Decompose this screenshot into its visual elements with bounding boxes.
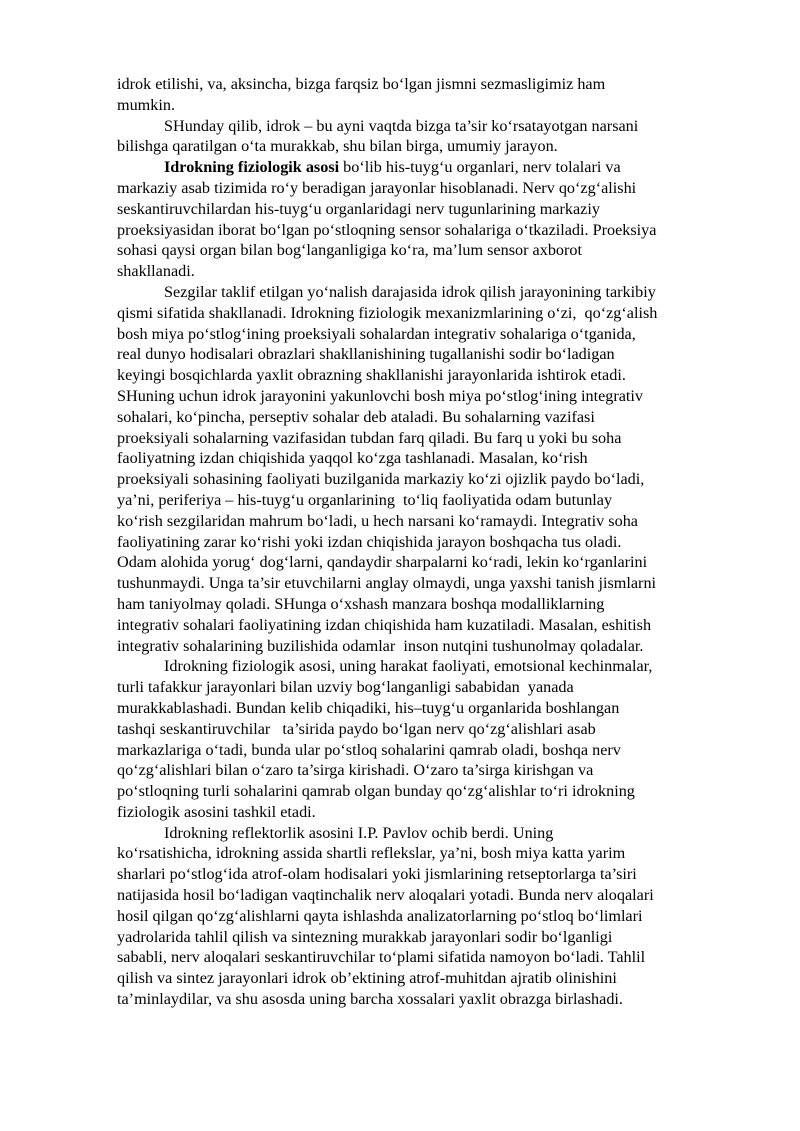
- text-line: markazlariga o‘tadi, bunda ular po‘stloq sohalarini qamrab oladi, boshqa nerv: [117, 740, 621, 759]
- text-line: Idrokning fiziologik asosi, uning harakat faoliyati, emotsional kechinmalar,: [164, 657, 653, 676]
- text-line: ko‘rish sezgilaridan mahrum bo‘ladi, u hech narsani ko‘ramaydi. Integrativ soha: [117, 511, 638, 530]
- text-line: integrativ sohalarining buzilishida odamlar inson nutqini tushunolmay qoladalar.: [117, 636, 644, 655]
- text-line: tashqi seskantiruvchilar ta’sirida paydo bo‘lgan nerv qo‘zg‘alishlari asab: [117, 719, 596, 738]
- text-line: sharlari po‘stlog‘ida atrof-olam hodisalari yoki jismlarining retseptorlarga ta’siri: [117, 865, 637, 884]
- text-line: proeksiyali sohalarning vazifasidan tubdan farq qiladi. Bu farq u yoki bu soha: [117, 428, 622, 447]
- text-line: seskantiruvchilardan his-tuyg‘u organlaridagi nerv tugunlarining markaziy: [117, 199, 600, 218]
- text-line: proeksiyali sohasining faoliyati buzilganida markaziy ko‘zi ojizlik paydo bo‘ladi,: [117, 470, 645, 489]
- text-fragment: bo‘lib his-tuyg‘u organlari, nerv tolalari va: [339, 158, 621, 177]
- text-line: ta’minlaydilar, va shu asosda uning barcha xossalari yaxlit obrazga birlashadi.: [117, 990, 623, 1009]
- text-line: hosil qilgan qo‘zg‘alishlarni qayta ishlashda analizatorlarning po‘stloq bo‘limlari: [117, 906, 643, 925]
- paragraph-continuation: [117, 74, 760, 116]
- text-line: ko‘rsatishicha, idrokning assida shartli reflekslar, ya’ni, bosh miya katta yarim: [117, 844, 626, 863]
- text-line: qo‘zg‘alishlari bilan o‘zaro ta’sirga kirishadi. O‘zaro ta’sirga kirishgan va: [117, 761, 594, 780]
- text-line: sababli, nerv aloqalari seskantiruvchilar to‘plami sifatida namoyon bo‘ladi. Tahlil: [117, 948, 646, 967]
- paragraph-reflex-basis: [117, 823, 760, 1010]
- text-line: ya’ni, periferiya – his-tuyg‘u organlarining to‘liq faoliyatida odam butunlay: [117, 490, 613, 509]
- text-line: bosh miya po‘stlog‘ining proeksiyali sohalardan integrativ sohalariga o‘tganida,: [117, 324, 636, 343]
- text-line: SHunday qilib, idrok – bu ayni vaqtda bizga ta’sir ko‘rsatayotgan narsani: [164, 116, 639, 135]
- text-line: integrativ sohalari faoliyatining izdan chiqishida ham kuzatiladi. Masalan, eshitish: [117, 615, 652, 634]
- paragraph-definition: [117, 116, 760, 158]
- text-line: sohasi qaysi organ bilan bog‘langanligiga ko‘ra, ma’lum sensor axborot: [117, 241, 582, 260]
- text-line: Sezgilar taklif etilgan yo‘nalish darajasida idrok qilish jarayonining tarkibiy: [164, 282, 656, 301]
- text-line: fiziologik asosini tashkil etadi.: [117, 802, 316, 821]
- text-line: po‘stloqning turli sohalarini qamrab olgan bunday qo‘zg‘alishlar to‘ri idrokning: [117, 782, 635, 801]
- text-line: murakkablashadi. Bundan kelib chiqadiki, his–tuyg‘u organlarida boshlangan: [117, 698, 620, 717]
- paragraph-physiological-basis: [117, 157, 760, 282]
- text-line: turli tafakkur jarayonlari bilan uzviy bog‘langanligi sababidan yanada: [117, 678, 574, 697]
- text-line: markaziy asab tizimida ro‘y beradigan jarayonlar hisoblanadi. Nerv qo‘zg‘alishi: [117, 178, 637, 197]
- text-line: bilishga qaratilgan o‘ta murakkab, shu bilan birga, umumiy jarayon.: [117, 137, 558, 156]
- text-line: natijasida hosil bo‘ladigan vaqtinchalik nerv aloqalari yotadi. Bunda nerv aloqalari: [117, 886, 654, 905]
- text-line: Idrokning reflektorlik asosini I.P. Pavlov ochib berdi. Uning: [164, 823, 554, 842]
- text-line: [117, 157, 760, 178]
- text-line: tushunmaydi. Unga ta’sir etuvchilarni anglay olmaydi, unga yaxshi tanish jismlarni: [117, 574, 657, 593]
- text-line: faoliyatining zarar ko‘rishi yoki izdan chiqishida jarayon boshqacha tus oladi.: [117, 532, 622, 551]
- text-line: sohalari, ko‘pincha, perseptiv sohalar deb ataladi. Bu sohalarning vazifasi: [117, 407, 595, 426]
- text-line: faoliyatning izdan chiqishida yaqqol ko‘zga tashlanadi. Masalan, ko‘rish: [117, 449, 588, 468]
- text-line: Odam alohida yorug‘ dog‘larni, qandaydir sharpalarni ko‘radi, lekin ko‘rganlarini: [117, 553, 648, 572]
- text-line: yadrolarida tahlil qilish va sintezning murakkab jarayonlari sodir bo‘lganligi: [117, 927, 613, 946]
- paragraph-motor-emotional: [117, 656, 760, 822]
- bold-term: Idrokning fiziologik asosi: [164, 158, 340, 177]
- text-line: proeksiyasidan iborat bo‘lgan po‘stloqning sensor sohalariga o‘tkaziladi. Proeksiya: [117, 220, 657, 239]
- text-line: SHuning uchun idrok jarayonini yakunlovchi bosh miya po‘stlog‘ining integrativ: [117, 386, 644, 405]
- text-line: shakllanadi.: [117, 262, 195, 281]
- text-line: keyingi bosqichlarda yaxlit obrazning shakllanishi jarayonlarida ishtirok etadi.: [117, 366, 626, 385]
- text-line: qilish va sintez jarayonlari idrok ob’ektining atrof-muhitdan ajratib olinishini: [117, 969, 617, 988]
- text-line: idrok etilishi, va, aksincha, bizga farqsiz bo‘lgan jismni sezmasligimiz ham: [117, 75, 606, 93]
- text-line: qismi sifatida shakllanadi. Idrokning fiziologik mexanizmlarining o‘zi, qo‘zg‘alish: [117, 303, 658, 322]
- text-line: real dunyo hodisalari obrazlari shakllanishining tugallanishi sodir bo‘ladigan: [117, 345, 615, 364]
- paragraph-integrative-areas: [117, 282, 760, 656]
- text-line: ham taniyolmay qoladi. SHunga o‘xshash manzara boshqa modalliklarning: [117, 594, 605, 613]
- text-line: mumkin.: [117, 95, 176, 114]
